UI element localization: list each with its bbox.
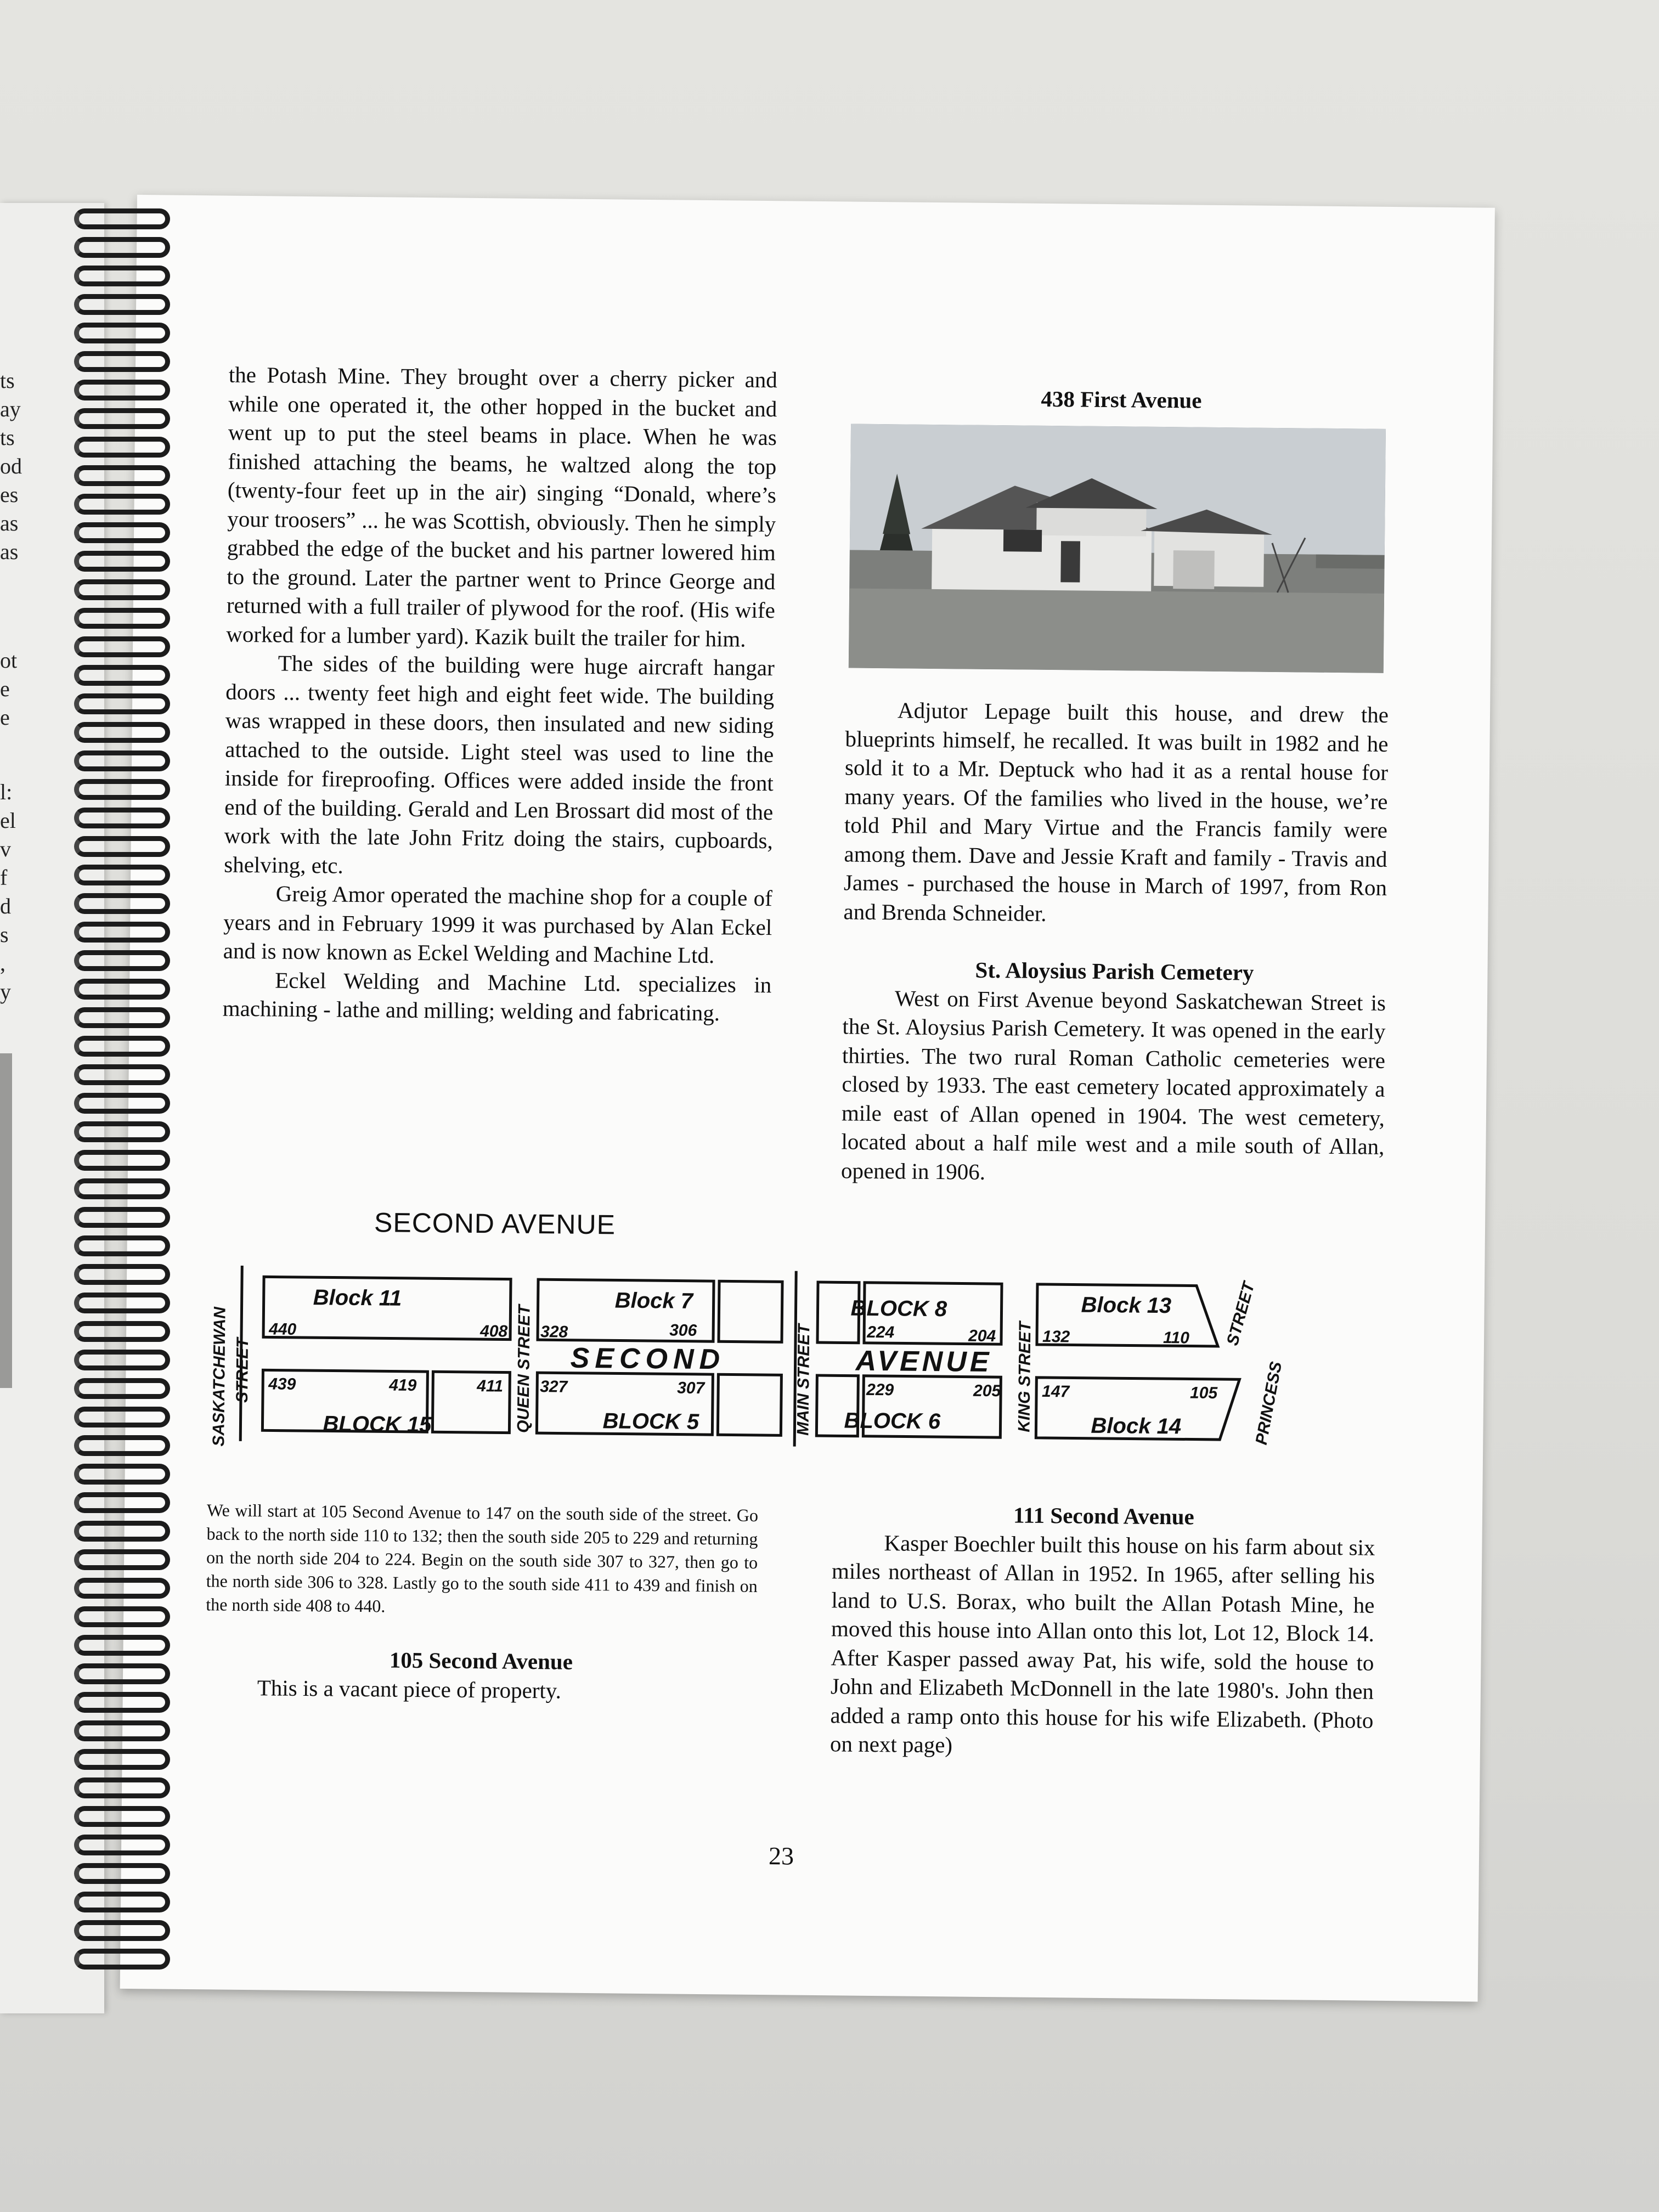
binding-ring bbox=[74, 1178, 170, 1199]
binding-coil bbox=[52, 1549, 178, 1573]
binding-coil bbox=[52, 1749, 178, 1773]
binding-coil bbox=[52, 1606, 178, 1630]
binding-coil bbox=[52, 522, 178, 546]
binding-coil bbox=[52, 408, 178, 432]
lot-number: 147 bbox=[1041, 1382, 1070, 1401]
binding-ring bbox=[74, 1093, 170, 1114]
binding-coil bbox=[52, 1806, 178, 1830]
lot-number: 408 bbox=[479, 1322, 508, 1341]
binding-ring bbox=[74, 1321, 170, 1342]
previous-page-text-fragment: f bbox=[0, 865, 8, 890]
section-heading: 105 Second Avenue bbox=[389, 1647, 573, 1674]
map-label: AVENUE bbox=[855, 1345, 992, 1379]
binding-coil bbox=[52, 323, 178, 347]
binding-coil bbox=[52, 1378, 178, 1402]
tour-intro bbox=[206, 1498, 758, 1622]
binding-coil bbox=[52, 808, 178, 832]
binding-coil bbox=[52, 1293, 178, 1317]
paragraph: We will start at 105 Second Avenue to 147 on the south side of the street. Go back to the north side 110 to 132; then the south side 205 to 229 and returning on the north side 204 to 224. Begin on the south side 307 to 327, then go to the north side 306 to 328. Lastly go to the south side 411 to 439 and finish on the north side 408 to 440. bbox=[206, 1500, 759, 1616]
binding-ring bbox=[74, 1635, 170, 1656]
binding-ring bbox=[74, 408, 170, 429]
binding-coil bbox=[52, 579, 178, 603]
spiral-binding bbox=[52, 208, 184, 1991]
map-label: BLOCK 6 bbox=[844, 1408, 941, 1434]
binding-ring bbox=[74, 722, 170, 743]
previous-page-text-fragment: ay bbox=[0, 397, 21, 421]
binding-coil bbox=[52, 494, 178, 518]
house-photo bbox=[849, 424, 1386, 673]
binding-ring bbox=[74, 665, 170, 686]
binding-ring bbox=[74, 1778, 170, 1798]
binding-ring bbox=[74, 893, 170, 914]
binding-ring bbox=[74, 1235, 170, 1256]
paragraph: the Potash Mine. They brought over a cherry picker and while one operated it, the other hopped in the bucket and went up to put the steel beams in place. When he was finished attaching the beams, he waltzed along the top (twenty-four feet up in the air) singing “Donald, where’s your troosers” ... he was Scottish, obviously. Then he simply grabbed the edge of the bucket and his partner lowered him to the ground. Later the partner went to Prince George and returned with a full trailer of plywood for the roof. (His wife worked for a lumber yard). Kazik built the trailer for him. bbox=[226, 362, 778, 652]
binding-ring bbox=[74, 551, 170, 572]
previous-page-text-fragment: od bbox=[0, 454, 22, 478]
previous-page-text-fragment: d bbox=[0, 894, 11, 918]
right-column-text bbox=[841, 695, 1389, 1189]
previous-page-text-fragment: as bbox=[0, 539, 19, 564]
binding-coil bbox=[52, 1720, 178, 1745]
section-heading: 111 Second Avenue bbox=[1013, 1502, 1194, 1530]
map-label: Block 11 bbox=[313, 1285, 402, 1311]
binding-ring bbox=[74, 1378, 170, 1399]
lot-number: 419 bbox=[389, 1376, 417, 1395]
binding-ring bbox=[74, 836, 170, 857]
binding-ring bbox=[74, 351, 170, 372]
lot-number: 105 bbox=[1189, 1384, 1218, 1403]
binding-ring bbox=[74, 1492, 170, 1513]
previous-page-text-fragment: y bbox=[0, 979, 11, 1004]
street-label: SASKATCHEWAN bbox=[210, 1306, 229, 1447]
binding-ring bbox=[74, 865, 170, 885]
lot-number: 204 bbox=[968, 1327, 996, 1346]
binding-coil bbox=[52, 665, 178, 689]
street-label: STREET bbox=[1223, 1280, 1259, 1348]
previous-page-text-fragment: ot bbox=[0, 648, 18, 673]
binding-coil bbox=[52, 1235, 178, 1260]
binding-ring bbox=[74, 779, 170, 800]
previous-page-text-fragment: s bbox=[0, 922, 9, 947]
paragraph: Greig Amor operated the machine shop for a couple of years and in February 1999 it was purchased by Alan Eckel and is now known as Eckel Welding and Machine Ltd. bbox=[223, 881, 772, 968]
binding-coil bbox=[52, 208, 178, 233]
binding-ring bbox=[74, 1949, 170, 1970]
street-label: QUEEN STREET bbox=[514, 1305, 534, 1434]
binding-ring bbox=[74, 608, 170, 629]
binding-ring bbox=[74, 266, 170, 286]
binding-coil bbox=[52, 351, 178, 375]
binding-coil bbox=[52, 1635, 178, 1659]
binding-coil bbox=[52, 950, 178, 974]
street-label: STREET bbox=[233, 1338, 252, 1403]
binding-coil bbox=[52, 1064, 178, 1088]
binding-ring bbox=[74, 522, 170, 543]
street-label: MAIN STREET bbox=[794, 1324, 814, 1436]
binding-ring bbox=[74, 636, 170, 657]
binding-coil bbox=[52, 608, 178, 632]
lot-number: 411 bbox=[477, 1377, 504, 1396]
previous-page-text-fragment: es bbox=[0, 482, 19, 507]
binding-coil bbox=[52, 1920, 178, 1944]
right-column bbox=[854, 383, 1389, 417]
street-map bbox=[207, 1265, 1389, 1469]
binding-ring bbox=[74, 751, 170, 771]
binding-ring bbox=[74, 808, 170, 828]
previous-page-text-fragment: e bbox=[0, 676, 10, 701]
binding-ring bbox=[74, 1806, 170, 1827]
lot-111-section bbox=[830, 1499, 1375, 1763]
binding-ring bbox=[74, 579, 170, 600]
binding-coil bbox=[52, 1121, 178, 1146]
binding-ring bbox=[74, 1150, 170, 1171]
previous-page-text-fragment: , bbox=[0, 951, 5, 975]
binding-ring bbox=[74, 1920, 170, 1941]
previous-page-text-fragment: el bbox=[0, 808, 16, 833]
map-label: BLOCK 5 bbox=[602, 1409, 699, 1434]
binding-ring bbox=[74, 1036, 170, 1057]
street-label: PRINCESS bbox=[1252, 1360, 1286, 1447]
binding-ring bbox=[74, 979, 170, 1000]
binding-coil bbox=[52, 836, 178, 860]
binding-coil bbox=[52, 1321, 178, 1345]
binding-ring bbox=[74, 1863, 170, 1884]
binding-coil bbox=[52, 1207, 178, 1231]
binding-ring bbox=[74, 1835, 170, 1855]
map-label: SECOND bbox=[570, 1342, 726, 1376]
lot-number: 440 bbox=[269, 1320, 297, 1339]
binding-ring bbox=[74, 950, 170, 971]
previous-page-text-fragment: e bbox=[0, 705, 10, 730]
binding-coil bbox=[52, 1492, 178, 1516]
binding-ring bbox=[74, 1464, 170, 1485]
binding-coil bbox=[52, 922, 178, 946]
binding-coil bbox=[52, 1578, 178, 1602]
binding-ring bbox=[74, 1350, 170, 1370]
binding-ring bbox=[74, 465, 170, 486]
lot-number: 205 bbox=[973, 1381, 1001, 1401]
map-title: SECOND AVENUE bbox=[374, 1207, 616, 1240]
binding-coil bbox=[52, 437, 178, 461]
paragraph: This is a vacant piece of property. bbox=[257, 1674, 562, 1703]
paragraph: The sides of the building were huge aircraft hangar doors ... twenty feet high and eight feet wide. The building was wrapped in these doors, then insulated and new siding attached to the outside. Light steel was used to line the inside for fireproofing. Offices were added inside the front end of the building. Gerald and Len Brossart did most of the work with the late John Fritz doing the stairs, cupboards, shelving, etc. bbox=[224, 650, 775, 878]
binding-ring bbox=[74, 437, 170, 458]
binding-ring bbox=[74, 1749, 170, 1770]
paragraph: West on First Avenue beyond Saskatchewan Street is the St. Aloysius Parish Cemetery. It was opened in the early thirties. The two rural Roman Catholic cemeteries were closed by 1933. The east cemetery located approximately a mile east of Allan opened in 1904. The west cemetery, located about a half mile west and a mile south of Allan, opened in 1906. bbox=[840, 985, 1386, 1184]
binding-coil bbox=[52, 1863, 178, 1887]
binding-coil bbox=[52, 1892, 178, 1916]
map-label: Block 7 bbox=[614, 1288, 693, 1313]
binding-coil bbox=[52, 1663, 178, 1688]
binding-coil bbox=[52, 294, 178, 318]
binding-ring bbox=[74, 1407, 170, 1427]
binding-ring bbox=[74, 1064, 170, 1085]
binding-coil bbox=[52, 979, 178, 1003]
page-number: 23 bbox=[768, 1842, 794, 1870]
binding-ring bbox=[74, 1892, 170, 1912]
binding-coil bbox=[52, 779, 178, 803]
lot-105-section bbox=[205, 1644, 757, 1707]
paragraph: Eckel Welding and Machine Ltd. specializes in machining - lathe and milling; welding and fabricating. bbox=[222, 967, 772, 1026]
binding-coil bbox=[52, 1007, 178, 1031]
lot-number: 307 bbox=[677, 1379, 705, 1398]
binding-coil bbox=[52, 636, 178, 661]
binding-coil bbox=[52, 1835, 178, 1859]
binding-ring bbox=[74, 693, 170, 714]
binding-ring bbox=[74, 1435, 170, 1456]
house-photo-illustration bbox=[849, 424, 1386, 673]
map-label: BLOCK 8 bbox=[850, 1296, 947, 1322]
binding-ring bbox=[74, 1207, 170, 1228]
previous-page-text-fragment: as bbox=[0, 511, 19, 535]
binding-coil bbox=[52, 1949, 178, 1973]
binding-coil bbox=[52, 1464, 178, 1488]
binding-coil bbox=[52, 380, 178, 404]
binding-ring bbox=[74, 237, 170, 258]
binding-ring bbox=[74, 1121, 170, 1142]
binding-ring bbox=[74, 922, 170, 943]
binding-ring bbox=[74, 1293, 170, 1313]
binding-coil bbox=[52, 722, 178, 746]
lot-number: 229 bbox=[866, 1380, 894, 1400]
binding-coil bbox=[52, 1093, 178, 1117]
binding-coil bbox=[52, 1521, 178, 1545]
paragraph: Kasper Boechler built this house on his farm about six miles northeast of Allan in 1952. In 1965, after selling his land to U.S. Borax, who built the Allan Potash Mine, he moved this house into Allan onto this lot, Lot 12, Block 14. After Kasper passed away Pat, his wife, sold the house to John and Elizabeth McDonnell in the late 1980's. John then added a ramp onto this house for his wife Elizabeth. (Photo on next page) bbox=[830, 1530, 1375, 1758]
binding-coil bbox=[52, 551, 178, 575]
previous-page-text-fragment: l: bbox=[0, 780, 13, 804]
section-heading: 438 First Avenue bbox=[1041, 386, 1202, 413]
binding-coil bbox=[52, 1264, 178, 1288]
previous-page-text-fragment: v bbox=[0, 837, 11, 861]
binding-coil bbox=[52, 1778, 178, 1802]
binding-coil bbox=[52, 1350, 178, 1374]
binding-coil bbox=[52, 465, 178, 489]
binding-coil bbox=[52, 1178, 178, 1203]
binding-ring bbox=[74, 294, 170, 315]
binding-ring bbox=[74, 1264, 170, 1285]
binding-coil bbox=[52, 893, 178, 917]
binding-coil bbox=[52, 693, 178, 718]
binding-ring bbox=[74, 1663, 170, 1684]
book-page bbox=[120, 195, 1495, 2002]
previous-page-text-fragment: ts bbox=[0, 425, 15, 450]
lot-number: 306 bbox=[669, 1321, 697, 1340]
binding-coil bbox=[52, 751, 178, 775]
lot-number: 110 bbox=[1163, 1329, 1190, 1347]
binding-ring bbox=[74, 380, 170, 400]
binding-coil bbox=[52, 266, 178, 290]
previous-page-text-fragment: ts bbox=[0, 368, 15, 393]
binding-ring bbox=[74, 1692, 170, 1713]
lot-number: 327 bbox=[540, 1378, 568, 1396]
binding-coil bbox=[52, 865, 178, 889]
paragraph: Adjutor Lepage built this house, and drew the blueprints himself, he recalled. It was built in 1982 and he sold it to a Mr. Deptuck who had it as a rental house for many years. Of the families who lived in the house, we’re told Phil and Mary Virtue and the Francis family were among them. Dave and Jessie Kraft and family - Travis and James - purchased the house in March of 1997, from Ron and Brenda Schneider. bbox=[843, 697, 1389, 926]
binding-coil bbox=[52, 237, 178, 261]
street-label: KING STREET bbox=[1015, 1321, 1035, 1432]
left-column bbox=[223, 360, 778, 1028]
binding-coil bbox=[52, 1692, 178, 1716]
binding-ring bbox=[74, 1578, 170, 1599]
binding-ring bbox=[74, 208, 170, 229]
lot-number: 132 bbox=[1042, 1327, 1070, 1346]
map-label: Block 13 bbox=[1081, 1293, 1172, 1318]
lot-number: 224 bbox=[867, 1323, 895, 1342]
lot-number: 439 bbox=[268, 1375, 296, 1393]
lot-number: 328 bbox=[540, 1323, 568, 1341]
binding-ring bbox=[74, 323, 170, 343]
binding-coil bbox=[52, 1407, 178, 1431]
section-heading: St. Aloysius Parish Cemetery bbox=[975, 957, 1254, 985]
binding-ring bbox=[74, 494, 170, 515]
binding-coil bbox=[52, 1150, 178, 1174]
binding-ring bbox=[74, 1007, 170, 1028]
binding-coil bbox=[52, 1435, 178, 1459]
previous-page-photo-edge bbox=[0, 1053, 12, 1388]
binding-ring bbox=[74, 1549, 170, 1570]
map-label: Block 14 bbox=[1091, 1413, 1182, 1439]
binding-ring bbox=[74, 1521, 170, 1542]
binding-ring bbox=[74, 1606, 170, 1627]
binding-coil bbox=[52, 1036, 178, 1060]
map-label: BLOCK 15 bbox=[323, 1412, 432, 1437]
binding-ring bbox=[74, 1720, 170, 1741]
